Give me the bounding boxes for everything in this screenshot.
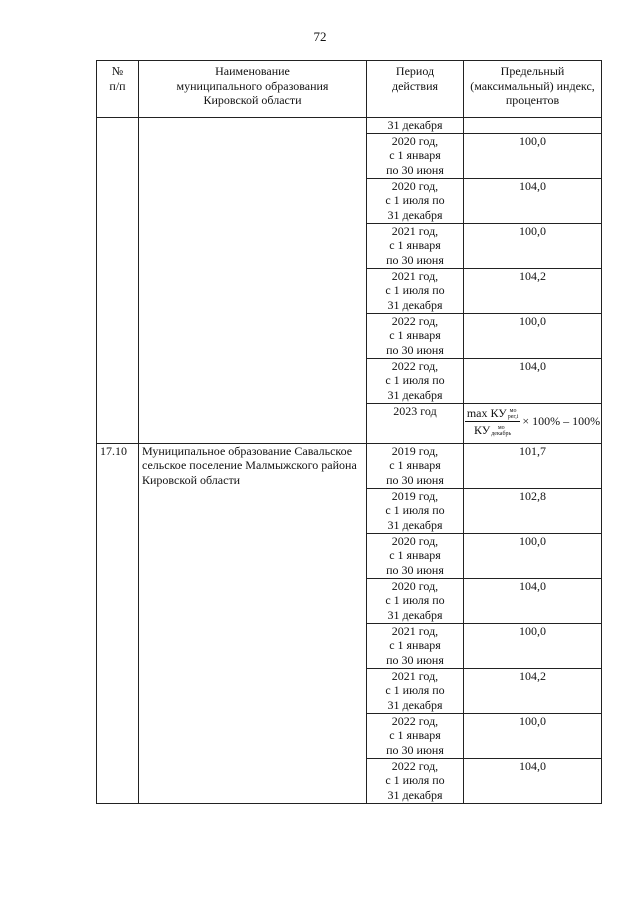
period-cell bbox=[367, 178, 464, 223]
period-cell bbox=[367, 223, 464, 268]
period-line: с 1 января bbox=[389, 728, 441, 742]
period-cell bbox=[367, 268, 464, 313]
formula-tail: × 100% – 100% bbox=[522, 414, 601, 429]
period-line: 2019 год, bbox=[391, 488, 439, 503]
period-line: 2022 год, bbox=[391, 313, 439, 328]
header-index-line: Предельный bbox=[500, 64, 565, 78]
period-line: с 1 июля по bbox=[385, 503, 445, 517]
continued-name-cell bbox=[139, 118, 367, 444]
index-cell: 100,0 bbox=[464, 223, 602, 268]
index-cell: 104,0 bbox=[464, 358, 602, 403]
period-cell bbox=[367, 313, 464, 358]
period-line: 2019 год, bbox=[391, 443, 439, 458]
period-line: 31 декабря bbox=[387, 387, 443, 402]
period-cell bbox=[367, 488, 464, 533]
period-line: с 1 июля по bbox=[385, 773, 445, 787]
period-line: 2020 год, bbox=[391, 533, 439, 548]
header-name-line: муниципального образования bbox=[176, 78, 329, 93]
period-line: 31 декабря bbox=[387, 297, 443, 312]
period-cell bbox=[367, 623, 464, 668]
period-line: 2020 год, bbox=[391, 178, 439, 193]
period-line: по 30 июня bbox=[386, 742, 444, 757]
table-row bbox=[97, 118, 602, 134]
period-line: с 1 июля по bbox=[385, 593, 445, 607]
formula-denominator-text: КУ bbox=[473, 423, 491, 437]
period-line: с 1 января bbox=[389, 148, 441, 162]
period-cell bbox=[367, 578, 464, 623]
header-name-line: Кировской области bbox=[203, 93, 302, 107]
table-header-row bbox=[97, 61, 602, 118]
formula-numerator-indices bbox=[508, 408, 519, 420]
period-line: 2021 год, bbox=[391, 268, 439, 283]
period-line: с 1 июля по bbox=[385, 193, 445, 207]
period-line: 31 декабря bbox=[387, 787, 443, 802]
period-cell bbox=[367, 443, 464, 488]
period-line: 2022 год, bbox=[391, 713, 439, 728]
formula-fraction bbox=[465, 406, 521, 438]
period-cell bbox=[367, 133, 464, 178]
formula-denominator-sup: мо bbox=[497, 425, 505, 432]
entry-name-cell: Муниципальное образование Савальское сельское поселение Малмыжского района Кировской области bbox=[139, 443, 367, 803]
header-index bbox=[464, 61, 602, 118]
period-cell bbox=[367, 758, 464, 803]
index-cell: 104,2 bbox=[464, 668, 602, 713]
period-line: 31 декабря bbox=[387, 517, 443, 532]
period-line: 2021 год, bbox=[391, 623, 439, 638]
index-formula bbox=[466, 404, 601, 438]
formula-numerator-sub: рег,i bbox=[507, 413, 519, 420]
period-line: 31 декабря bbox=[387, 607, 443, 622]
period-line: по 30 июня bbox=[386, 472, 444, 487]
period-cell bbox=[367, 668, 464, 713]
index-cell: 104,0 bbox=[464, 578, 602, 623]
index-cell: 104,0 bbox=[464, 178, 602, 223]
period-line: с 1 января bbox=[389, 458, 441, 472]
index-cell: 100,0 bbox=[464, 133, 602, 178]
table-row bbox=[97, 443, 602, 488]
formula-numerator bbox=[465, 406, 521, 423]
header-num bbox=[97, 61, 139, 118]
formula-denominator-sub: декабрь bbox=[491, 431, 512, 438]
header-num-line: п/п bbox=[109, 78, 126, 93]
period-line: с 1 января bbox=[389, 238, 441, 252]
period-cell bbox=[367, 713, 464, 758]
header-index-line: процентов bbox=[505, 93, 560, 107]
index-cell bbox=[464, 118, 602, 134]
index-cell: 100,0 bbox=[464, 713, 602, 758]
period-line: 31 декабря bbox=[387, 697, 443, 712]
index-cell: 104,0 bbox=[464, 758, 602, 803]
header-name-line: Наименование bbox=[215, 64, 290, 78]
period-cell: 31 декабря bbox=[367, 118, 464, 134]
header-period-line: Период bbox=[395, 64, 435, 78]
formula-numerator-text: max КУ bbox=[466, 405, 507, 420]
index-cell: 100,0 bbox=[464, 533, 602, 578]
period-line: по 30 июня bbox=[386, 342, 444, 357]
period-line: 2022 год, bbox=[391, 358, 439, 373]
period-line: с 1 января bbox=[389, 548, 441, 562]
index-cell: 104,2 bbox=[464, 268, 602, 313]
period-line: с 1 января bbox=[389, 328, 441, 342]
header-period bbox=[367, 61, 464, 118]
period-line: 2020 год, bbox=[391, 578, 439, 593]
tariff-index-table bbox=[96, 60, 602, 804]
period-cell bbox=[367, 358, 464, 403]
formula-numerator-sup: мо bbox=[509, 407, 517, 414]
index-cell: 102,8 bbox=[464, 488, 602, 533]
header-index-line: (максимальный) индекс, bbox=[470, 78, 595, 93]
period-line: по 30 июня bbox=[386, 252, 444, 267]
period-line: по 30 июня bbox=[386, 652, 444, 667]
index-cell: 100,0 bbox=[464, 313, 602, 358]
period-line: по 30 июня bbox=[386, 162, 444, 177]
formula-cell bbox=[464, 403, 602, 443]
period-line: по 30 июня bbox=[386, 562, 444, 577]
period-line: с 1 января bbox=[389, 638, 441, 652]
index-cell: 100,0 bbox=[464, 623, 602, 668]
formula-denominator bbox=[472, 422, 513, 438]
continued-num-cell bbox=[97, 118, 139, 444]
index-cell: 101,7 bbox=[464, 443, 602, 488]
header-period-line: действия bbox=[391, 78, 439, 93]
period-cell bbox=[367, 533, 464, 578]
header-name bbox=[139, 61, 367, 118]
header-num-line: № bbox=[111, 64, 124, 78]
period-line: 2021 год, bbox=[391, 668, 439, 683]
period-line: 2022 год, bbox=[391, 758, 439, 773]
period-line: с 1 июля по bbox=[385, 683, 445, 697]
page-number: 72 bbox=[313, 29, 327, 44]
period-line: с 1 июля по bbox=[385, 283, 445, 297]
period-line: с 1 июля по bbox=[385, 373, 445, 387]
period-line: 2021 год, bbox=[391, 223, 439, 238]
period-line: 2020 год, bbox=[391, 133, 439, 148]
entry-num-cell: 17.10 bbox=[97, 443, 139, 803]
formula-denominator-indices bbox=[491, 425, 511, 437]
period-cell: 2023 год bbox=[367, 403, 464, 443]
period-line: 31 декабря bbox=[387, 207, 443, 222]
